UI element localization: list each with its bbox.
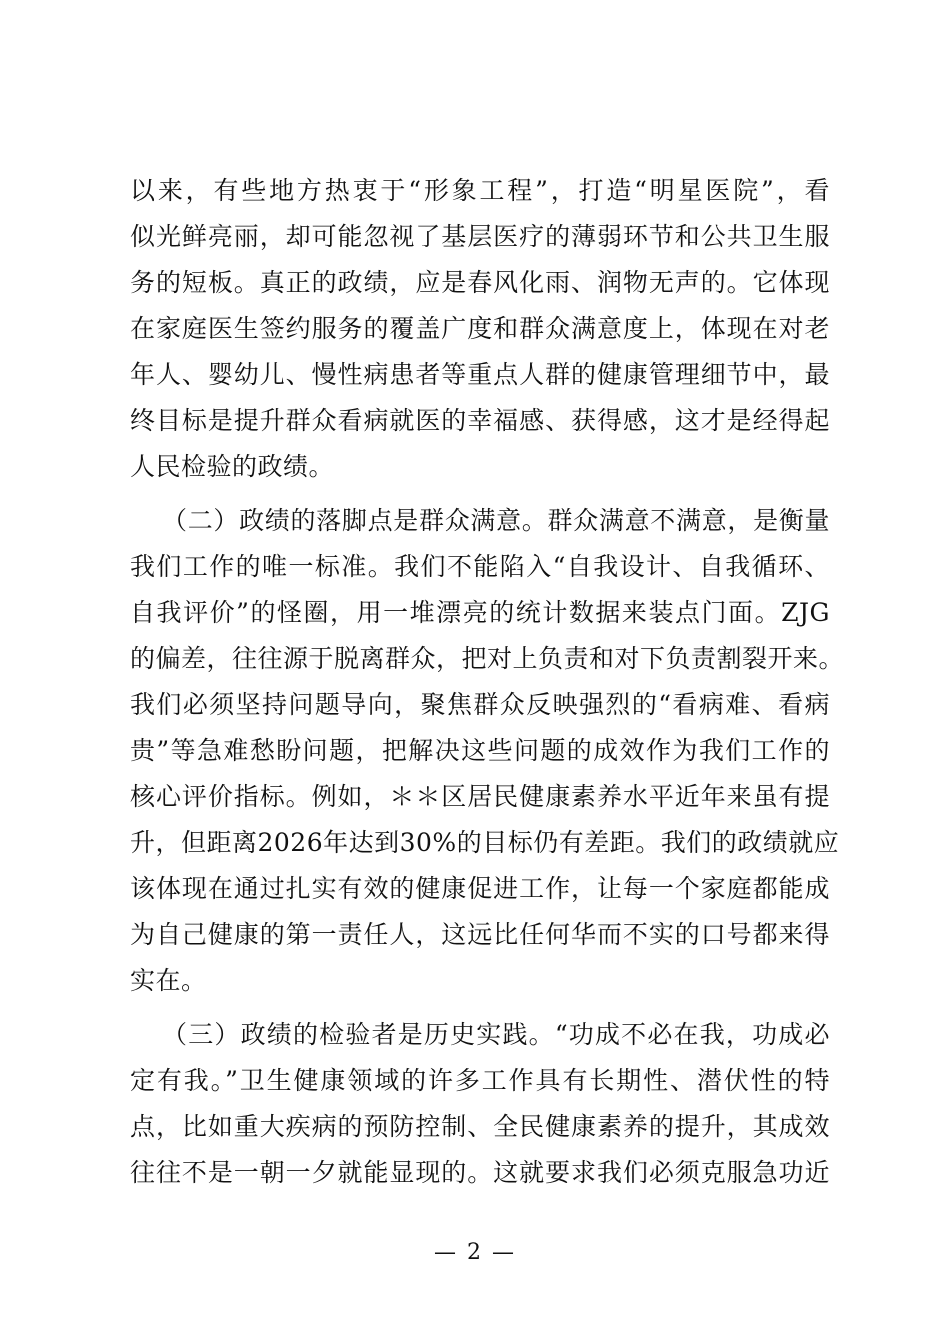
text-line: 为自己健康的第一责任人，这远比任何华而不实的口号都来得 bbox=[130, 920, 830, 949]
text-line: 我们必须坚持问题导向，聚焦群众反映强烈的“看病难、看病 bbox=[130, 690, 830, 719]
text-line: （二）政绩的落脚点是群众满意。群众满意不满意，是衡量 bbox=[162, 506, 830, 535]
text-line: 往往不是一朝一夕就能显现的。这就要求我们必须克服急功近 bbox=[130, 1158, 830, 1187]
text-line: 贵”等急难愁盼问题，把解决这些问题的成效作为我们工作的 bbox=[130, 736, 830, 765]
paragraph-3 bbox=[130, 1012, 830, 1196]
text-line: 终目标是提升群众看病就医的幸福感、获得感，这才是经得起 bbox=[130, 406, 830, 435]
paragraph-gap bbox=[130, 490, 830, 498]
text-line: 升，但距离2026年达到30%的目标仍有差距。我们的政绩就应 bbox=[130, 828, 840, 857]
paragraph-1 bbox=[130, 168, 830, 490]
paragraph-gap bbox=[130, 1004, 830, 1012]
text-line: 务的短板。真正的政绩，应是春风化雨、润物无声的。它体现 bbox=[130, 268, 830, 297]
text-line: 以来，有些地方热衷于“形象工程”，打造“明星医院”，看 bbox=[130, 176, 830, 205]
text-line: 核心评价指标。例如，＊＊区居民健康素养水平近年来虽有提 bbox=[130, 782, 830, 811]
text-line: 人民检验的政绩。 bbox=[130, 452, 335, 481]
text-line: 点，比如重大疾病的预防控制、全民健康素养的提升，其成效 bbox=[130, 1112, 830, 1141]
text-line: 的偏差，往往源于脱离群众，把对上负责和对下负责割裂开来。 bbox=[130, 644, 845, 673]
text-line: 年人、婴幼儿、慢性病患者等重点人群的健康管理细节中，最 bbox=[130, 360, 830, 389]
paragraph-2 bbox=[130, 498, 845, 1004]
text-line: 自我评价”的怪圈，用一堆漂亮的统计数据来装点门面。ZJG bbox=[130, 598, 830, 627]
text-line: 在家庭医生签约服务的覆盖广度和群众满意度上，体现在对老 bbox=[130, 314, 830, 343]
text-line: 似光鲜亮丽，却可能忽视了基层医疗的薄弱环节和公共卫生服 bbox=[130, 222, 830, 251]
text-line: 该体现在通过扎实有效的健康促进工作，让每一个家庭都能成 bbox=[130, 874, 830, 903]
text-line: 实在。 bbox=[130, 966, 207, 995]
body-text bbox=[130, 168, 845, 1196]
text-line: 我们工作的唯一标准。我们不能陷入“自我设计、自我循环、 bbox=[130, 552, 830, 581]
text-line: （三）政绩的检验者是历史实践。“功成不必在我，功成必 bbox=[162, 1020, 830, 1049]
text-line: 定有我。”卫生健康领域的许多工作具有长期性、潜伏性的特 bbox=[130, 1066, 830, 1095]
page-number: — 2 — bbox=[434, 1240, 516, 1265]
